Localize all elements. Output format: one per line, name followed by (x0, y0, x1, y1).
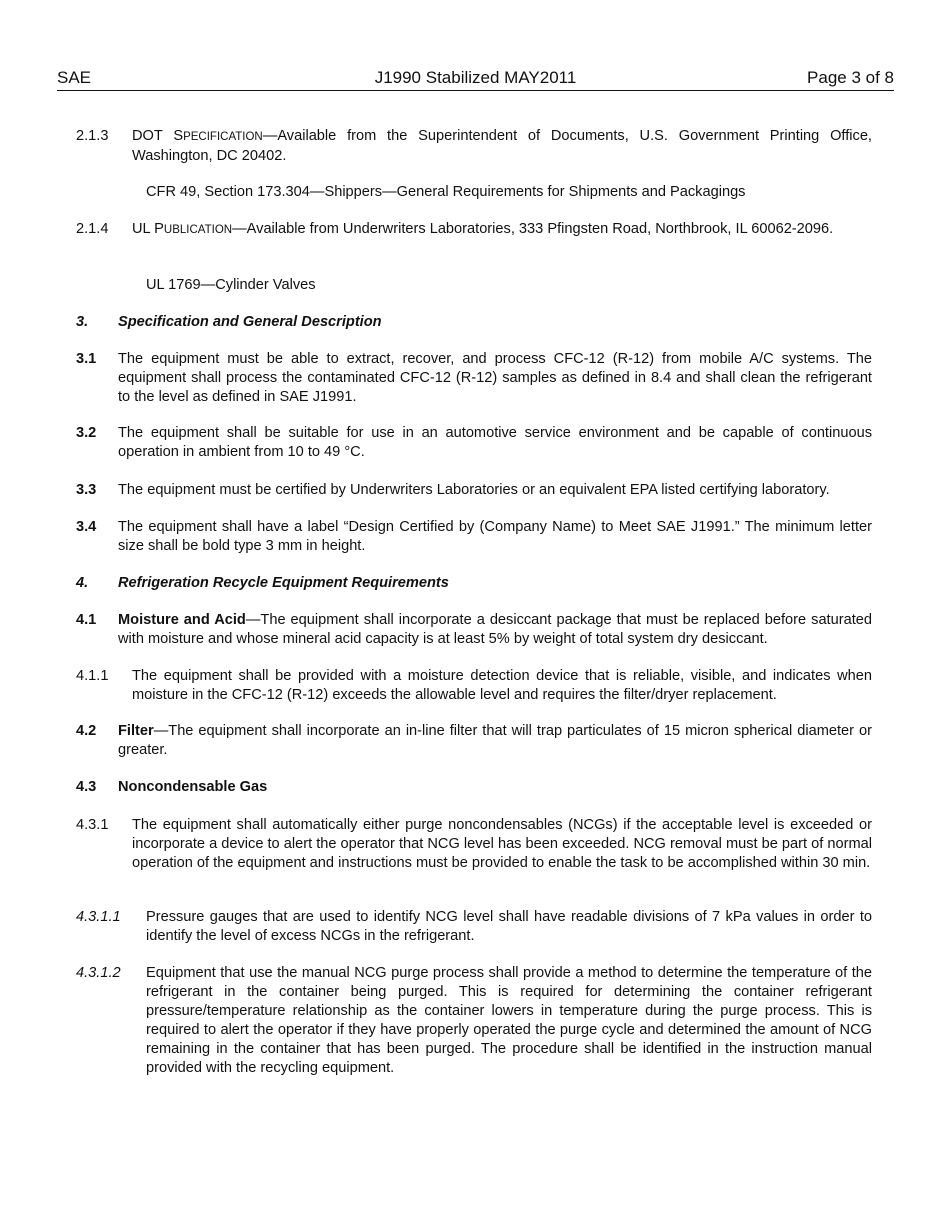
section-text (118, 611, 872, 649)
section-lead-term: Moisture and Acid (118, 612, 246, 628)
section-body: The equipment shall automatically either purge noncondensables (NCGs) if the acceptable level is exceeded or incorporate a device to alert the operator that NCG level has been exceeded. NCG removal must be part of normal operation of the equipment and instructions must be provided to enable the task to be accomplished within 30 min. (132, 817, 872, 871)
section-text (118, 722, 872, 760)
section-title: Noncondensable Gas (118, 779, 268, 795)
section-body: —Available from Underwriters Laboratories, 333 Pfingsten Road, Northbrook, IL 60062-2096. (232, 221, 834, 237)
section-body: —The equipment shall incorporate a desiccant package that must be replaced before saturated with moisture and whose mineral acid capacity is at least 5% by weight of total system dry desiccant. (118, 612, 872, 647)
reference-ul-1769 (146, 276, 872, 295)
section-4-3-1-1 (76, 908, 872, 946)
section-text (132, 127, 872, 166)
section-4-1 (76, 611, 872, 649)
section-body: The equipment shall be suitable for use in an automotive service environment and be capable of continuous operation in ambient from 10 to 49 °C. (118, 425, 872, 460)
page-header (57, 68, 894, 91)
section-body: The equipment must be able to extract, recover, and process CFC-12 (R-12) from mobile A/C systems. The equipment shall process the contaminated CFC-12 (R-12) samples as defined in 8.4 and shall clean the refrigerant to the level as defined in SAE J1991. (118, 351, 872, 405)
section-number: 3.3 (76, 482, 97, 498)
reference-text: UL 1769—Cylinder Valves (146, 277, 316, 293)
section-heading-smallcaps: UBLICATION (163, 224, 233, 236)
section-body: The equipment must be certified by Underwriters Laboratories or an equivalent EPA listed certifying laboratory. (118, 482, 830, 498)
reference-cfr-49 (146, 183, 872, 202)
section-body: The equipment shall have a label “Design Certified by (Company Name) to Meet SAE J1991.” The minimum letter size shall be bold type 3 mm in height. (118, 519, 872, 554)
section-number: 3.1 (76, 351, 97, 367)
section-number: 4. (76, 575, 89, 591)
section-text (132, 220, 872, 240)
section-4-1-1 (76, 667, 872, 705)
section-number: 4.3 (76, 779, 97, 795)
section-3-2 (76, 424, 872, 462)
section-4-3-1-2 (76, 964, 872, 1078)
section-body: —The equipment shall incorporate an in-line filter that will trap particulates of 15 micron spherical diameter or greater. (118, 723, 872, 758)
section-number: 4.3.1 (76, 817, 109, 833)
section-4-3-heading (76, 778, 872, 797)
section-3-1 (76, 350, 872, 407)
section-number: 4.1.1 (76, 668, 109, 684)
section-heading-smallcaps: PECIFICATION (183, 131, 263, 143)
section-lead-term: Filter (118, 723, 154, 739)
section-number: 4.2 (76, 723, 97, 739)
section-heading-cap: DOT S (132, 128, 184, 144)
section-number: 3.2 (76, 425, 97, 441)
section-number: 2.1.4 (76, 221, 109, 237)
section-4-3-1 (76, 816, 872, 892)
section-number: 4.3.1.2 (76, 965, 121, 981)
section-4-heading (76, 574, 872, 593)
section-4-2 (76, 722, 872, 760)
section-number: 3. (76, 314, 89, 330)
section-number: 4.3.1.1 (76, 909, 121, 925)
section-body: The equipment shall be provided with a moisture detection device that is reliable, visible, and indicates when moisture in the CFC-12 (R-12) exceeds the allowable level and requires the filter/dryer replacement. (132, 668, 872, 703)
section-title: Refrigeration Recycle Equipment Requirements (118, 575, 449, 591)
section-2-1-4 (76, 220, 872, 258)
reference-text: CFR 49, Section 173.304—Shippers—General Requirements for Shipments and Packagings (146, 184, 746, 200)
section-3-heading (76, 313, 872, 332)
section-heading-cap: UL P (132, 221, 164, 237)
header-page-number: Page 3 of 8 (807, 68, 894, 87)
header-document-id: J1990 Stabilized MAY2011 (374, 68, 577, 87)
section-body: Equipment that use the manual NCG purge process shall provide a method to determine the temperature of the refrigerant in the container being purged. This is required for determining the container refrigerant pressure/temperature relationship as the container lowers in temperature during the purge process. This is required to alert the operator if they have properly operated the purge cycle and determined the amount of NCG remaining in the container that has been purged. The procedure shall be identified in the instruction manual provided with the recycling equipment. (146, 965, 872, 1076)
section-3-3 (76, 481, 872, 500)
section-3-4 (76, 518, 872, 556)
section-2-1-3 (76, 127, 872, 165)
section-number: 4.1 (76, 612, 97, 628)
section-title: Specification and General Description (118, 314, 382, 330)
section-number: 3.4 (76, 519, 97, 535)
section-number: 2.1.3 (76, 128, 109, 144)
header-org: SAE (57, 68, 92, 87)
section-body: —Available from the Superintendent of Documents, U.S. Government Printing Office, Washington, DC 20402. (132, 128, 872, 164)
section-body: Pressure gauges that are used to identify NCG level shall have readable divisions of 7 kPa values in order to identify the level of excess NCGs in the refrigerant. (146, 909, 872, 944)
